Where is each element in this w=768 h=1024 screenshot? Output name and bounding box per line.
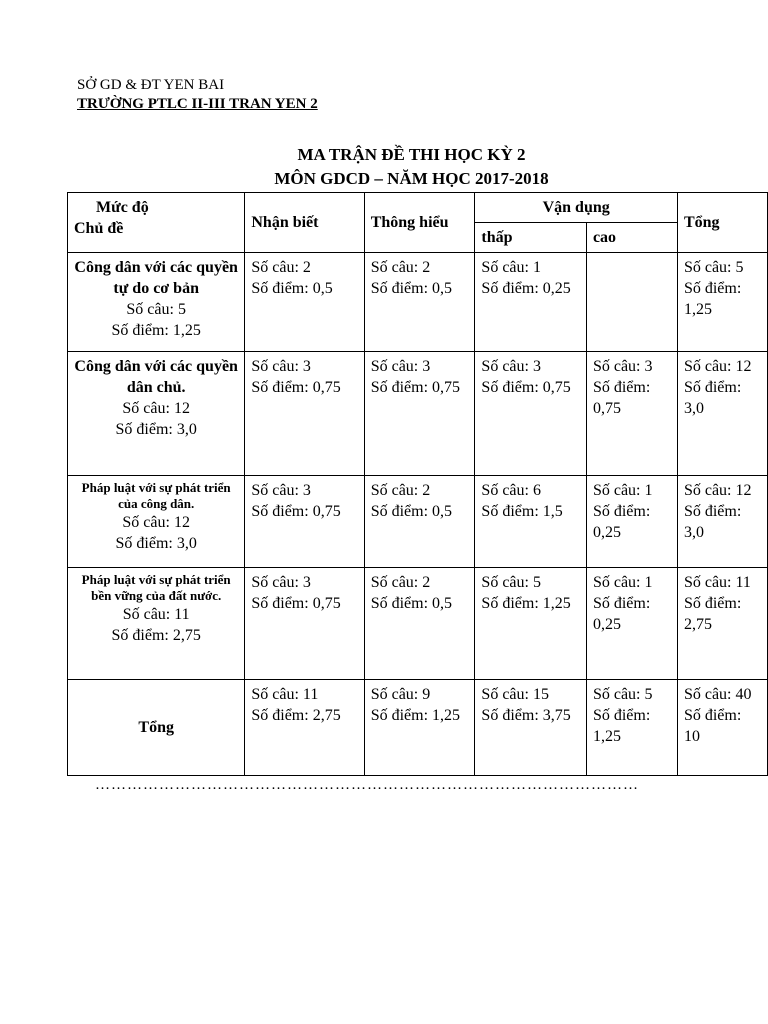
topic-points: Số điểm: 2,75 (111, 627, 201, 644)
question-count: Số câu: 3 (251, 358, 311, 375)
header-van-dung: Vận dụng (475, 193, 678, 223)
point-value: Số điểm: 3,75 (481, 707, 571, 724)
van-dung-cao-cell (586, 253, 677, 352)
question-count: Số câu: 1 (592, 574, 653, 591)
question-count: Số câu: 1 (592, 482, 653, 499)
topic-name: Pháp luật với sự phát triển của công dân. (81, 480, 231, 511)
question-count: Số câu: 5 (592, 686, 653, 703)
question-count: Số câu: 12 (683, 358, 752, 375)
topic-questions: Số câu: 12 (122, 400, 190, 417)
header-thong-hieu: Thông hiểu (364, 193, 475, 253)
point-value: Số điểm: 1,25 (481, 595, 571, 612)
question-count: Số câu: 15 (481, 686, 549, 703)
footer-dotted-line: ………………………………………………………………………………………… (95, 777, 639, 793)
table-header-row (68, 193, 768, 223)
van-dung-thap-cell (475, 568, 587, 680)
point-value: Số điểm: 1,25 (592, 707, 651, 745)
table-total-row (68, 680, 768, 776)
question-count: Số câu: 2 (370, 574, 431, 591)
document-subtitle: MÔN GDCD – NĂM HỌC 2017-2018 (274, 169, 549, 188)
header-muc-do: Mức độ (96, 199, 149, 216)
van-dung-cao-cell (586, 680, 677, 776)
topic-questions: Số câu: 5 (126, 301, 186, 318)
van-dung-thap-cell (475, 476, 587, 568)
van-dung-thap-cell (475, 352, 587, 476)
point-value: Số điểm: 3,0 (683, 379, 742, 417)
topic-cell (68, 476, 245, 568)
question-count: Số câu: 3 (251, 482, 311, 499)
topic-points: Số điểm: 3,0 (115, 421, 197, 438)
header-nhan-biet: Nhận biết (245, 193, 364, 253)
question-count: Số câu: 2 (370, 482, 431, 499)
topic-cell (68, 352, 245, 476)
tong-cell (677, 253, 767, 352)
point-value: Số điểm: 2,75 (683, 595, 742, 633)
exam-matrix-table (67, 192, 768, 776)
point-value: Số điểm: 0,25 (592, 503, 651, 541)
header-cao: cao (586, 223, 677, 253)
question-count: Số câu: 3 (592, 358, 653, 375)
topic-cell (68, 568, 245, 680)
question-count: Số câu: 12 (683, 482, 752, 499)
question-count: Số câu: 6 (481, 482, 541, 499)
point-value: Số điểm: 1,5 (481, 503, 563, 520)
header-thap: thấp (475, 223, 587, 253)
table-row (68, 253, 768, 352)
topic-questions: Số câu: 11 (122, 606, 190, 623)
header-tong: Tổng (677, 193, 767, 253)
point-value: Số điểm: 1,25 (370, 707, 461, 724)
topic-name: Công dân với các quyền tự do cơ bản (74, 259, 238, 297)
table-row (68, 352, 768, 476)
nhan-biet-cell (245, 352, 364, 476)
nhan-biet-cell (245, 680, 364, 776)
van-dung-thap-cell (475, 253, 587, 352)
nhan-biet-cell (245, 568, 364, 680)
point-value: Số điểm: 0,5 (370, 595, 453, 612)
point-value: Số điểm: 0,75 (251, 595, 341, 612)
question-count: Số câu: 2 (370, 259, 431, 276)
topic-name: Công dân với các quyền dân chủ. (74, 358, 238, 396)
department-name: SỞ GD & ĐT YEN BAI (77, 77, 225, 93)
tong-cell (677, 352, 767, 476)
nhan-biet-cell (245, 253, 364, 352)
point-value: Số điểm: 0,25 (592, 595, 651, 633)
point-value: Số điểm: 0,75 (251, 503, 341, 520)
van-dung-cao-cell (586, 352, 677, 476)
nhan-biet-cell (245, 476, 364, 568)
point-value: Số điểm: 0,75 (592, 379, 651, 417)
school-name: TRƯỜNG PTLC II-III TRAN YEN 2 (77, 96, 318, 112)
question-count: Số câu: 40 (683, 686, 752, 703)
question-count: Số câu: 5 (683, 259, 744, 276)
topic-points: Số điểm: 1,25 (111, 322, 201, 339)
point-value: Số điểm: 10 (683, 707, 742, 745)
point-value: Số điểm: 0,75 (370, 379, 461, 396)
topic-points: Số điểm: 3,0 (115, 535, 197, 552)
thong-hieu-cell (364, 352, 475, 476)
point-value: Số điểm: 3,0 (683, 503, 742, 541)
question-count: Số câu: 11 (683, 574, 751, 591)
tong-cell (677, 476, 767, 568)
question-count: Số câu: 3 (251, 574, 311, 591)
point-value: Số điểm: 0,5 (251, 280, 333, 297)
question-count: Số câu: 2 (251, 259, 311, 276)
van-dung-cao-cell (586, 568, 677, 680)
thong-hieu-cell (364, 568, 475, 680)
topic-questions: Số câu: 12 (122, 514, 190, 531)
point-value: Số điểm: 0,75 (481, 379, 571, 396)
question-count: Số câu: 9 (370, 686, 431, 703)
thong-hieu-cell (364, 476, 475, 568)
question-count: Số câu: 3 (481, 358, 541, 375)
total-label: Tổng (68, 680, 245, 776)
table-row (68, 476, 768, 568)
thong-hieu-cell (364, 253, 475, 352)
question-count: Số câu: 11 (251, 686, 319, 703)
document-title: MA TRẬN ĐỀ THI HỌC KỲ 2 (297, 145, 526, 164)
van-dung-cao-cell (586, 476, 677, 568)
point-value: Số điểm: 0,25 (481, 280, 571, 297)
tong-cell (677, 680, 767, 776)
question-count: Số câu: 3 (370, 358, 431, 375)
topic-cell (68, 253, 245, 352)
van-dung-thap-cell (475, 680, 587, 776)
question-count: Số câu: 1 (481, 259, 541, 276)
point-value: Số điểm: 0,75 (251, 379, 341, 396)
header-chu-de: Chủ đề (74, 220, 124, 237)
point-value: Số điểm: 1,25 (683, 280, 742, 318)
question-count: Số câu: 5 (481, 574, 541, 591)
table-row (68, 568, 768, 680)
point-value: Số điểm: 0,5 (370, 503, 453, 520)
header-muc-do-chu-de (68, 193, 245, 253)
thong-hieu-cell (364, 680, 475, 776)
tong-cell (677, 568, 767, 680)
topic-name: Pháp luật với sự phát triển bền vững của đất nước. (81, 572, 231, 603)
point-value: Số điểm: 0,5 (370, 280, 453, 297)
point-value: Số điểm: 2,75 (251, 707, 341, 724)
